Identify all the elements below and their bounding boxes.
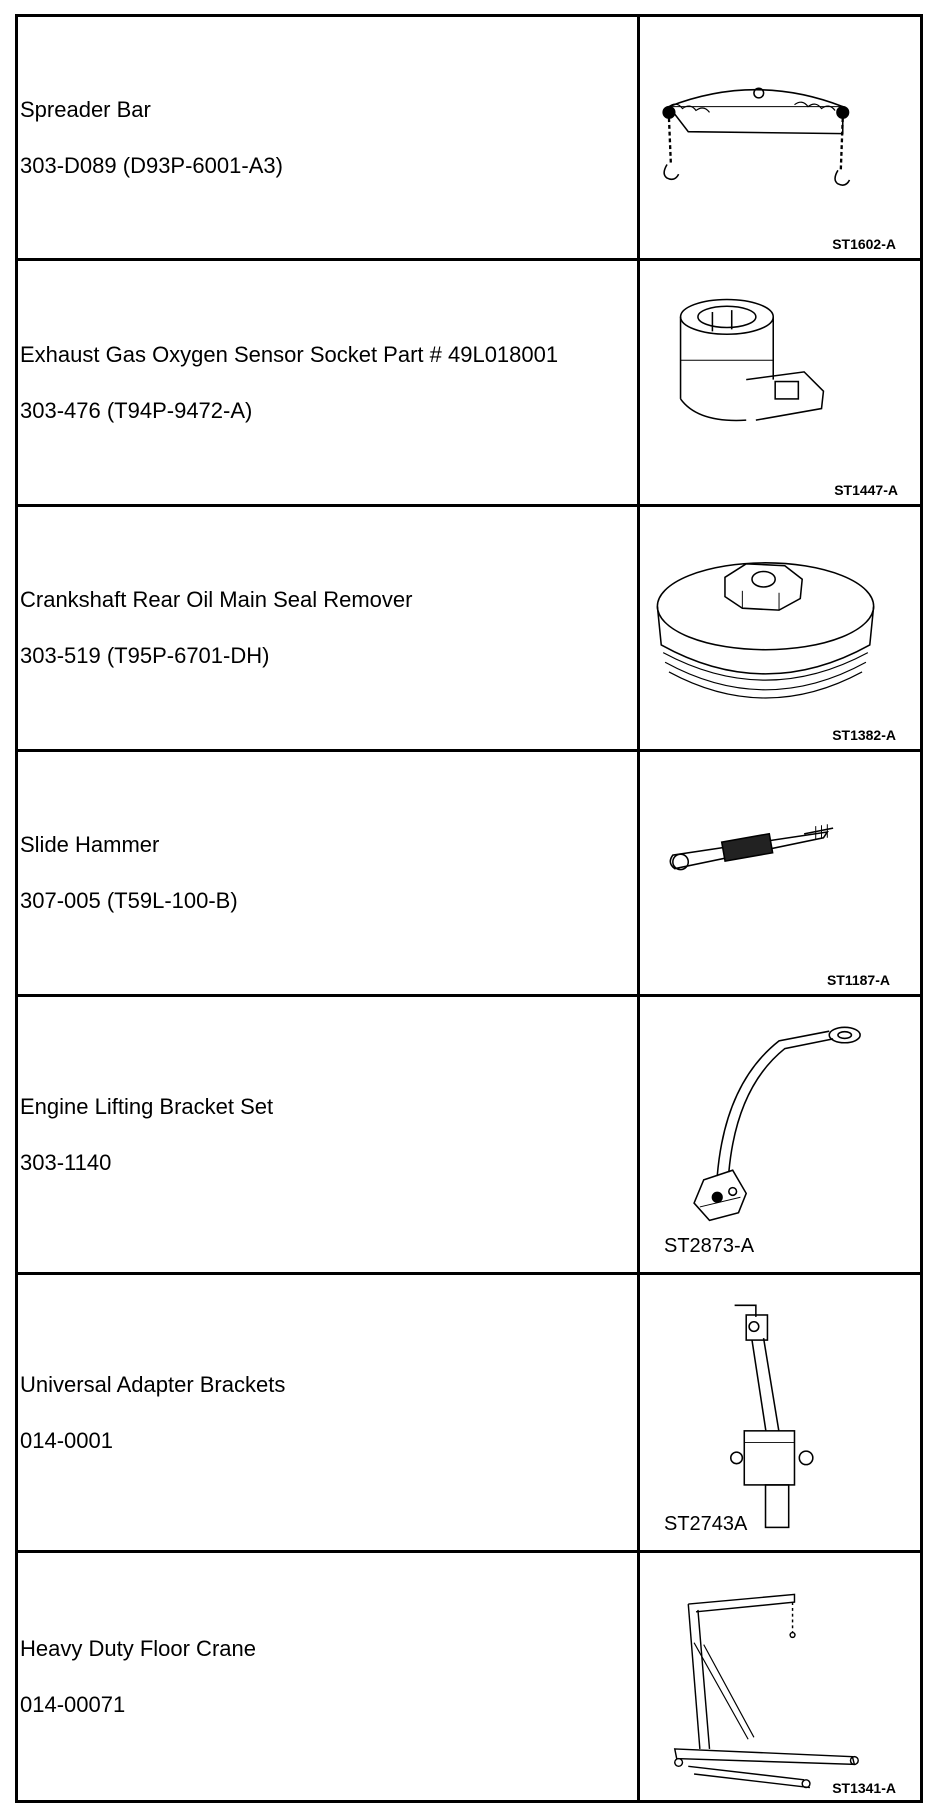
- tool-name: Engine Lifting Bracket Set: [20, 1093, 274, 1119]
- tool-image-cell: [639, 1274, 922, 1552]
- table-row: [17, 1274, 922, 1552]
- spreader-bar-icon: [640, 17, 920, 258]
- tool-image-cell: [639, 260, 922, 506]
- tool-number: 307-005 (T59L-100-B): [20, 888, 238, 913]
- tool-image-cell: [639, 506, 922, 751]
- tool-number: 303-D089 (D93P-6001-A3): [20, 152, 283, 178]
- tool-description-cell: [17, 1552, 639, 1802]
- tool-description-cell: [17, 16, 639, 260]
- table-row: [17, 506, 922, 751]
- tool-description-cell: [17, 506, 639, 751]
- tool-image-cell: [639, 751, 922, 996]
- image-code: ST1602-A: [832, 236, 896, 252]
- tool-number: 303-1140: [20, 1149, 112, 1175]
- adapter-bracket-icon: [640, 1275, 920, 1550]
- slide-hammer-icon: [640, 752, 920, 994]
- tool-description-cell: [17, 260, 639, 506]
- lifting-bracket-icon: [640, 997, 920, 1272]
- image-code: ST1447-A: [834, 482, 898, 498]
- tool-name: Slide Hammer: [20, 832, 160, 857]
- tool-name: Exhaust Gas Oxygen Sensor Socket Part # 49L018001: [20, 341, 559, 367]
- table-row: [17, 751, 922, 996]
- tool-description-cell: [17, 996, 639, 1274]
- tool-image-cell: [639, 996, 922, 1274]
- tool-number: 303-476 (T94P-9472-A): [20, 397, 253, 423]
- tool-name: Crankshaft Rear Oil Main Seal Remover: [20, 587, 413, 612]
- tool-name: Heavy Duty Floor Crane: [20, 1635, 256, 1661]
- table-row: [17, 996, 922, 1274]
- image-code: ST2873-A: [664, 1235, 755, 1257]
- oxygen-sensor-socket-icon: [640, 261, 920, 504]
- image-code: ST1341-A: [832, 1780, 896, 1796]
- image-code: ST1187-A: [826, 972, 890, 988]
- floor-crane-icon: [640, 1553, 920, 1800]
- tool-image-cell: [639, 1552, 922, 1802]
- tool-number: 014-00071: [20, 1691, 126, 1717]
- image-code: ST1382-A: [832, 727, 896, 743]
- tool-description-cell: [17, 1274, 639, 1552]
- table-row: [17, 16, 922, 260]
- seal-remover-icon: [640, 507, 920, 749]
- special-tools-table: [15, 14, 923, 1803]
- tool-name: Universal Adapter Brackets: [20, 1371, 286, 1397]
- tool-number: 303-519 (T95P-6701-DH): [20, 643, 270, 668]
- table-row: [17, 260, 922, 506]
- tool-image-cell: [639, 16, 922, 260]
- tool-description-cell: [17, 751, 639, 996]
- tool-name: Spreader Bar: [20, 96, 151, 122]
- image-code: ST2743A: [664, 1513, 748, 1535]
- table-row: [17, 1552, 922, 1802]
- tool-number: 014-0001: [20, 1427, 113, 1453]
